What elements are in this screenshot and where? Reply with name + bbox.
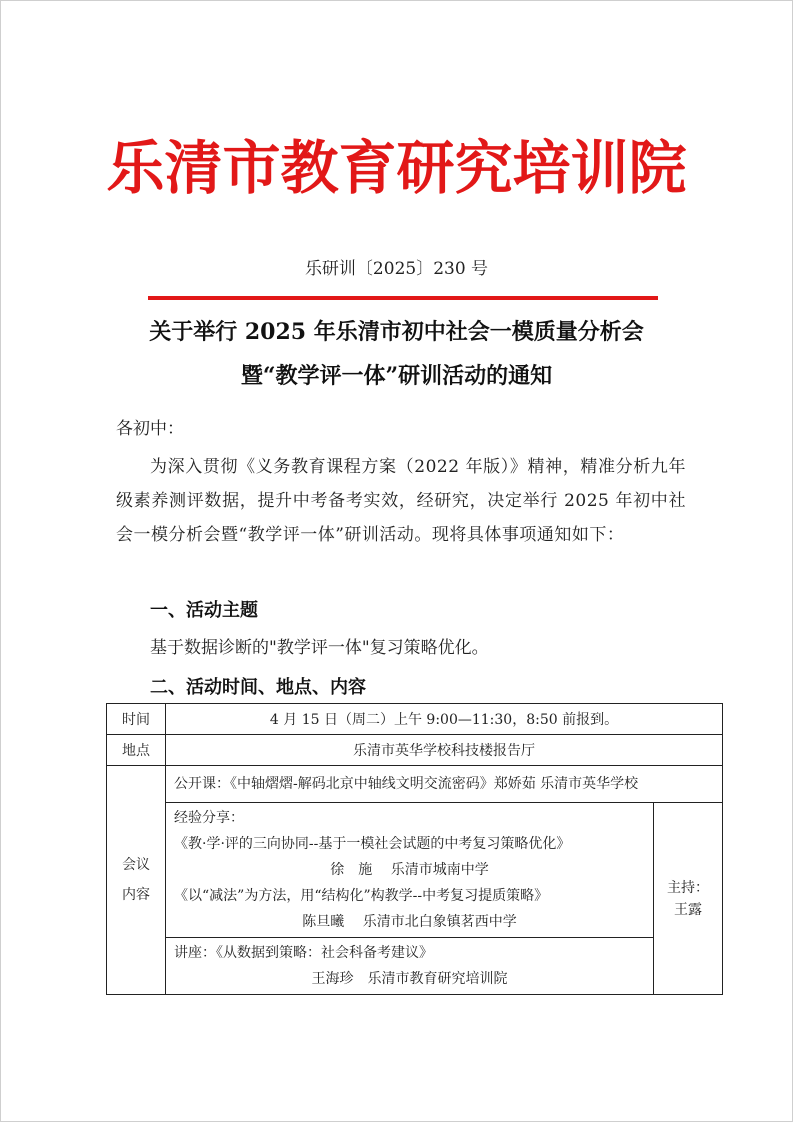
notice-title-line-2: 暨“教学评一体”研训活动的通知 <box>240 363 553 389</box>
theme-text: 基于数据诊断的"教学评一体"复习策略优化。 <box>150 638 489 658</box>
place-label: 地点 <box>107 735 166 766</box>
open-class: 公开课：《中轴熠熠-解码北京中轴线文明交流密码》郑娇茹 乐清市英华学校 <box>166 766 723 803</box>
time-value: 4 月 15 日（周二）上午 9:00—11:30，8:50 前报到。 <box>166 704 723 735</box>
lecture-cell <box>166 938 654 995</box>
content-label-line-2: 内容 <box>122 887 150 903</box>
experience-2-speaker: 陈旦曦 乐清市北白象镇茗西中学 <box>302 914 517 930</box>
table-row <box>107 938 723 995</box>
table-row <box>107 766 723 803</box>
schedule-table <box>106 703 723 995</box>
content-label <box>107 766 166 995</box>
table-row <box>107 803 723 938</box>
time-label: 时间 <box>107 704 166 735</box>
section-heading-schedule: 二、活动时间、地点、内容 <box>150 677 366 698</box>
experience-2-title: 《以“减法”为方法，用“结构化”构教学--中考复习提质策略》 <box>174 888 549 904</box>
host-name: 王露 <box>674 901 702 918</box>
org-title: 乐清市教育研究培训院 <box>106 134 687 202</box>
table-row <box>107 735 723 766</box>
content-label-line-1: 会议 <box>122 857 150 873</box>
notice-title-line-1: 关于举行 2025 年乐清市初中社会一模质量分析会 <box>149 319 644 345</box>
lecture-speaker: 王海珍 乐清市教育研究培训院 <box>311 971 508 987</box>
salutation: 各初中： <box>116 419 184 439</box>
host-label: 主持： <box>667 879 709 896</box>
experience-1-title: 《教·学·评的三向协同--基于一模社会试题的中考复习策略优化》 <box>174 836 571 852</box>
experience-label: 经验分享： <box>174 810 244 826</box>
experience-sharing <box>166 803 654 938</box>
lecture-title: 讲座：《从数据到策略：社会科备考建议》 <box>174 945 433 961</box>
host-cell <box>654 803 723 995</box>
experience-1-speaker: 徐 施 乐清市城南中学 <box>330 862 489 878</box>
place-value: 乐清市英华学校科技楼报告厅 <box>166 735 723 766</box>
intro-paragraph: 为深入贯彻《义务教育课程方案（2022 年版）》精神，精准分析九年级素养测评数据，提升中考备考实效，经研究，决定举行 2025 年初中社会一模分析会暨“教学评一体”研训活动。现将具体事项通知如下： <box>116 457 686 545</box>
document-number: 乐研训〔2025〕230 号 <box>304 259 489 279</box>
red-divider <box>148 296 658 300</box>
section-heading-theme: 一、活动主题 <box>150 600 258 621</box>
table-row <box>107 704 723 735</box>
